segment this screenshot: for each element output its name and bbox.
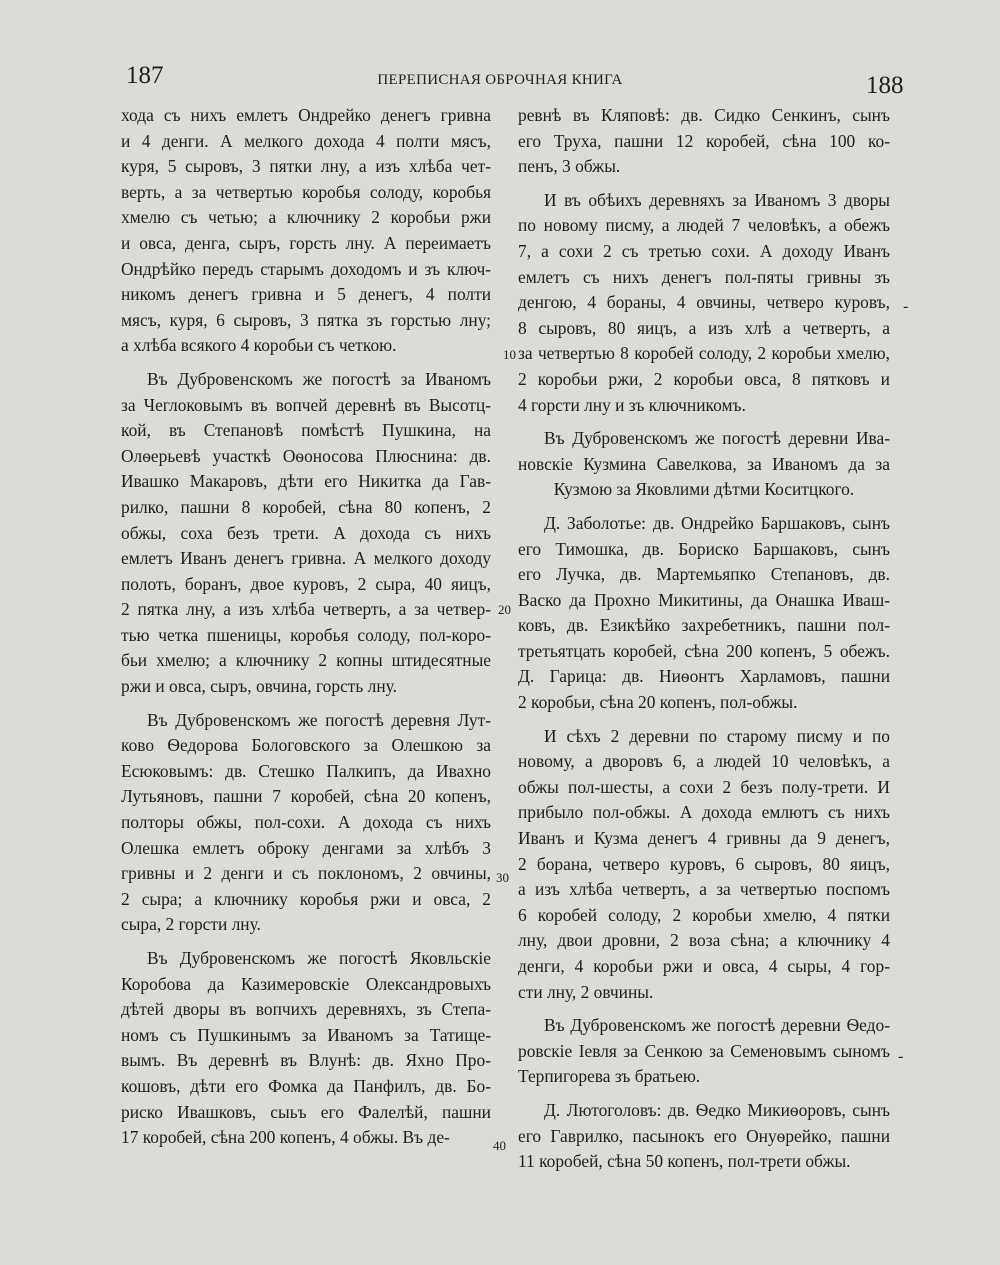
paragraph [121, 367, 491, 700]
text-line: Д. Заболотье: дв. Ондрейко Баршаковъ, сынъ [544, 512, 890, 533]
text-line: денги, 4 коробьи ржи и овса, 4 сыры, 4 гор- [518, 956, 890, 976]
text-line: за Чеглоковымъ въ вопчей деревнѣ въ Высотц- [121, 394, 491, 415]
page-header [0, 0, 1000, 100]
text-line: а изъ хлѣба четверть, а за четвертью поспомъ [518, 879, 890, 900]
text-line: рилко, пашни 8 коробей, сѣна 80 копенъ, 2 [121, 496, 491, 517]
paragraph [518, 724, 890, 1006]
text-line: 8 сыровъ, 80 яицъ, а изъ хлѣ а четверть, а [518, 317, 890, 338]
text-line: Д. Гарица: дв. Ниѳонтъ Харламовъ, пашни [518, 666, 890, 687]
text-line: Иванъ и Кузма денегъ 4 гривны да 9 денегъ, [518, 828, 890, 849]
text-line: Въ Дубровенскомъ же погостѣ деревни Ива- [544, 428, 890, 449]
text-line: Васко да Прохно Микитины, да Онашка Иваш- [518, 589, 890, 610]
text-line: Терпигорева зъ братьею. [518, 1066, 701, 1087]
text-line: Кузмою за Яковлими дѣтми Коситцкого. [553, 479, 855, 500]
text-line: ковъ, дв. Езикѣйко захребетникъ, пашни пол- [518, 615, 890, 636]
text-line: и овса, денга, сыръ, горсть лну. А переимаетъ [121, 232, 491, 253]
text-line: ровскіе Іевля за Сенкою за Семеновымъ сыномъ [518, 1040, 890, 1061]
text-line: и 4 денги. А мелкого дохода 4 полти мясъ, [121, 130, 491, 151]
line-number: 10 [503, 347, 516, 362]
text-line: Коробова да Казимеровскіе Олександровыхъ [121, 973, 491, 994]
text-line: его Гаврилко, пасынокъ его Онуѳрейко, пашни [518, 1125, 890, 1146]
text-line: Въ Дубровенскомъ же погостѣ Яковльскіе [147, 948, 491, 968]
text-line: никомъ денегъ гривна и 5 денегъ, 4 полти [121, 284, 491, 305]
text-line: 4 горсти лну и зъ ключникомъ. [518, 394, 746, 415]
text-line: Въ Дубровенскомъ же погостѣ деревни Ѳедо- [544, 1015, 890, 1036]
text-line: Въ Дубровенскомъ же погостѣ деревня Лут- [147, 709, 491, 730]
text-line: гривны и 2 денги и съ поклономъ, 2 овчины, [121, 863, 491, 884]
paragraph [121, 946, 491, 1151]
text-line: И въ обѣихъ деревняхъ за Иваномъ 3 дворы [544, 189, 890, 210]
text-line: новскіе Кузмина Савелкова, за Иваномъ да за [518, 453, 890, 474]
paragraph [518, 1013, 890, 1090]
text-line: пенъ, 3 обжы. [518, 156, 621, 177]
text-line: Олѳерьевѣ участкѣ Оѳоносова Плюснина: дв. [121, 445, 491, 466]
text-line: сти лну, 2 овчины. [518, 981, 654, 1002]
text-line: ржи и овса, сыръ, овчина, горсть лну. [121, 676, 397, 697]
text-line: вымъ. Въ деревнѣ въ Влунѣ: дв. Яхно Про- [121, 1050, 491, 1071]
text-line: ково Ѳедорова Бологовского за Олешкою за [121, 735, 491, 756]
running-title: ПЕРЕПИСНАЯ ОБРОЧНАЯ КНИГА [377, 72, 623, 88]
text-line: Лутьяновъ, пашни 7 коробей, сѣна 20 копенъ, [121, 786, 491, 807]
line-number: 30 [496, 870, 509, 885]
text-line: 2 пятка лну, а изъ хлѣба четверть, а за четвер- [121, 599, 491, 620]
text-line: кошовъ, дѣти его Фомка да Панфилъ, дв. Бо- [121, 1075, 491, 1096]
text-line: Ивашко Макаровъ, дѣти его Никитка да Гав- [121, 471, 491, 492]
page-number-right: 188 [866, 72, 904, 99]
right-column [518, 103, 890, 1183]
line-number: 40 [493, 1138, 506, 1153]
text-line: 7, а сохи 2 съ третью сохи. А доходу Иванъ [518, 240, 890, 261]
text-line: 2 сыра; а ключнику коробья ржи и овса, 2 [121, 888, 491, 909]
text-line: 6 коробей солоду, 2 коробьи хмелю, 4 пятки [518, 904, 890, 925]
left-column [121, 103, 491, 1159]
paragraph [518, 426, 890, 503]
text-line: его Тимошка, дв. Бориско Баршаковъ, сынъ [518, 538, 890, 559]
text-line: Есюковымъ: дв. Стешко Палкипъ, да Ивахно [121, 760, 491, 781]
text-line: его Труха, пашни 12 коробей, сѣна 100 ко- [518, 130, 890, 151]
text-line: 17 коробей, сѣна 200 копенъ, 4 обжы. Въ де- [121, 1127, 450, 1148]
text-line: лну, двои дровни, 2 воза сѣна; а ключнику 4 [518, 930, 890, 951]
text-line: Олешка емлетъ оброку денгами за хлѣбъ 3 [121, 837, 491, 858]
text-line: И сѣхъ 2 деревни по старому писму и по [544, 725, 890, 746]
text-line: полоть, боранъ, двое куровъ, 2 сыра, 40 яицъ, [121, 573, 491, 594]
text-line: 2 коробьи ржи, 2 коробьи овса, 8 пятковъ и [518, 368, 890, 389]
text-line: хмелю съ четью; а ключнику 2 коробьи ржи [121, 207, 491, 228]
paragraph [121, 103, 491, 359]
text-line: прибыло пол-обжы. А дохода емлютъ съ нихъ [518, 802, 890, 823]
paragraph [518, 103, 890, 180]
text-line: емлетъ Иванъ денегъ гривна. А мелкого доходу [121, 548, 491, 569]
text-line: за четвертью 8 коробей солоду, 2 коробьи хмелю, [518, 343, 890, 364]
text-line: кой, въ Степановѣ помѣстѣ Пушкина, на [121, 420, 491, 441]
text-line: 2 коробьи, сѣна 20 копенъ, пол-обжы. [518, 692, 798, 713]
text-line: по новому писму, а людей 7 человѣкъ, а обежъ [518, 215, 890, 236]
paragraph [121, 708, 491, 938]
text-line: Д. Лютоголовъ: дв. Ѳедко Микиѳоровъ, сынъ [544, 1099, 890, 1120]
text-line: обжы, соха безъ трети. А дохода съ нихъ [121, 522, 491, 543]
text-line: куря, 5 сыровъ, 3 пятки лну, а изъ хлѣба чет- [121, 156, 491, 177]
text-line: емлетъ съ нихъ денегъ пол-пяты гривны зъ [518, 266, 890, 287]
text-line: тью четка пшеницы, коробья солоду, пол-коро- [121, 624, 491, 645]
text-line: номъ съ Пушкинымъ за Иваномъ за Татище- [121, 1024, 491, 1045]
margin-mark: - [903, 298, 909, 315]
text-line: Въ Дубровенскомъ же погостѣ за Иваномъ [147, 368, 491, 389]
paragraph [518, 188, 890, 418]
margin-mark: - [898, 1048, 904, 1065]
text-line: полторы обжы, пол-сохи. А дохода съ нихъ [121, 812, 491, 833]
text-line: 11 коробей, сѣна 50 копенъ, пол-трети обжы. [518, 1151, 851, 1172]
text-line: дѣтей дворы въ вопчихъ деревняхъ, зъ Степа- [121, 999, 491, 1020]
text-line: его Лучка, дв. Мартемьяпко Степановъ, дв. [518, 564, 890, 585]
text-line: бьи хмелю; а ключнику 2 копны штидесятные [121, 650, 491, 671]
page-number-left: 187 [126, 62, 164, 89]
text-line: мясъ, куря, 6 сыровъ, 3 пятка зъ горстью лну; [121, 309, 491, 330]
text-line: 2 борана, четверо куровъ, 6 сыровъ, 80 яицъ, [518, 853, 890, 874]
paragraph [518, 1098, 890, 1175]
paragraph [518, 511, 890, 716]
text-line: а хлѣба всякого 4 коробьи съ четкою. [121, 335, 397, 356]
text-line: риско Ивашковъ, сыьъ его Фалелѣй, пашни [121, 1101, 491, 1122]
text-line: хода съ нихъ емлетъ Ондрейко денегъ гривна [121, 105, 491, 125]
text-line: Ондрѣйко передъ старымъ доходомъ и зъ ключ- [121, 258, 491, 279]
text-line: верть, а за четвертью коробья солоду, коробья [121, 181, 491, 202]
text-line: денгою, 4 бораны, 4 овчины, четверо куровъ, [518, 292, 890, 313]
line-number: 20 [498, 602, 511, 617]
text-line: обжы пол-шесты, а сохи 2 безъ полу-трети. И [518, 776, 890, 797]
text-line: третьятцать коробей, сѣна 200 копенъ, 5 обежъ. [518, 640, 890, 661]
text-line: новому, а дворовъ 6, а людей 10 человѣкъ, а [518, 751, 890, 772]
text-line: сыра, 2 горсти лну. [121, 914, 261, 935]
text-line: ревнѣ въ Кляповѣ: дв. Сидко Сенкинъ, сынъ [518, 105, 890, 125]
